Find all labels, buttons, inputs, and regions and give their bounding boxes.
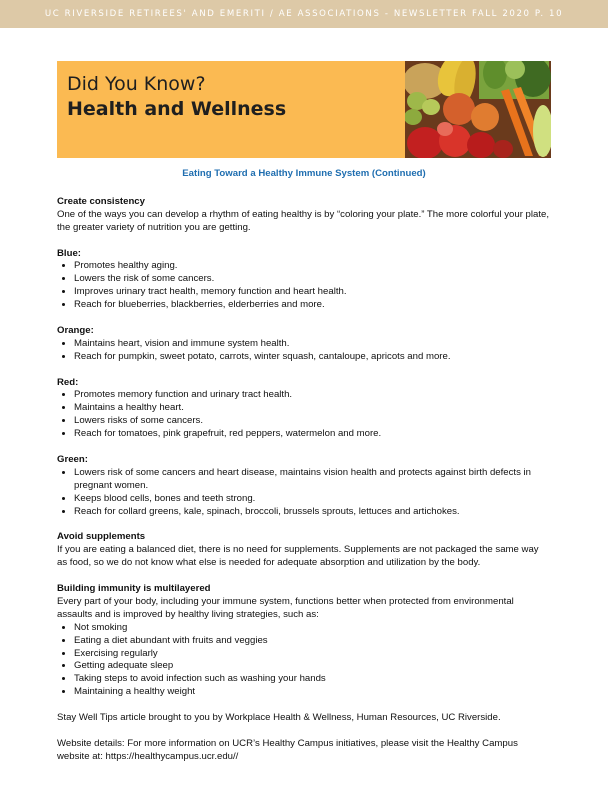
consistency-text: One of the ways you can develop a rhythm of eating healthy is by “coloring your plate.” The more colorful your plate, the greater variety of nutrition you are getting. [57, 208, 550, 233]
red-heading: Red: [57, 376, 79, 388]
running-head-text: UC RIVERSIDE RETIREES' AND EMERITI / AE ASSOCIATIONS - NEWSLETTER FALL 2020 P. 10 [44, 9, 564, 19]
list-item: • Keeps blood cells, bones and teeth strong. [74, 493, 551, 506]
list-item: • Lowers the risk of some cancers. [74, 273, 551, 286]
list-item: • Maintains heart, vision and immune system health. [74, 338, 551, 351]
blue-list [57, 260, 551, 312]
running-header [0, 0, 608, 28]
red-list [57, 389, 551, 441]
list-item: • Not smoking [74, 622, 551, 635]
immunity-list [57, 622, 551, 699]
list-item: • Promotes memory function and urinary tract health. [74, 389, 551, 402]
list-item: • Reach for pumpkin, sweet potato, carrots, winter squash, cantaloupe, apricots and more. [74, 351, 551, 364]
credit-text: Stay Well Tips article brought to you by Workplace Health & Wellness, Human Resources, UC Riverside. [57, 712, 501, 724]
consistency-heading: Create consistency [57, 195, 145, 207]
list-item: • Getting adequate sleep [74, 660, 551, 673]
green-heading: Green: [57, 453, 88, 465]
green-list [57, 467, 551, 519]
list-item: • Reach for tomatoes, pink grapefruit, red peppers, watermelon and more. [74, 428, 551, 441]
orange-list [57, 338, 551, 364]
blue-heading: Blue: [57, 247, 81, 259]
list-item: • Exercising regularly [74, 648, 551, 661]
immunity-text: Every part of your body, including your immune system, functions better when protected from environmental assaults and is improved by healthy living strategies, such as: [57, 595, 514, 620]
list-item: • Reach for collard greens, kale, spinach, broccoli, brussels sprouts, lettuces and artichokes. [74, 506, 551, 519]
immunity-heading: Building immunity is multilayered [57, 583, 211, 594]
orange-heading: Orange: [57, 324, 94, 336]
list-item: • Maintains a healthy heart. [74, 402, 551, 415]
list-item: • Promotes healthy aging. [74, 260, 551, 273]
fruits-vegetables-photo [405, 61, 551, 158]
list-item: • Reach for blueberries, blackberries, elderberries and more. [74, 299, 551, 312]
banner-kicker: Did You Know? [67, 73, 206, 95]
supplements-heading: Avoid supplements [57, 531, 146, 543]
website-text: Website details: For more information on UCR’s Healthy Campus initiatives, please visit the Healthy Campus website at: https://healthycampus.ucr.edu// [57, 737, 518, 762]
list-item: • Taking steps to avoid infection such as washing your hands [74, 673, 551, 686]
list-item: • Improves urinary tract health, memory function and heart health. [74, 286, 551, 299]
article-title: Eating Toward a Healthy Immune System (Continued) [182, 168, 426, 179]
supplements-text: If you are eating a balanced diet, there is no need for supplements. Supplements are not packaged the same way as food, so we do not know what else is needed for adequate absorption and utilization by the body. [57, 544, 539, 569]
list-item: • Maintaining a healthy weight [74, 686, 551, 699]
section-banner [57, 61, 551, 158]
list-item: • Lowers risks of some cancers. [74, 415, 551, 428]
list-item: • Lowers risk of some cancers and heart disease, maintains vision health and protects against birth defects in pregnant women. [74, 467, 551, 493]
list-item: • Eating a diet abundant with fruits and veggies [74, 635, 551, 648]
banner-title: Health and Wellness [67, 98, 287, 120]
article [57, 168, 551, 764]
